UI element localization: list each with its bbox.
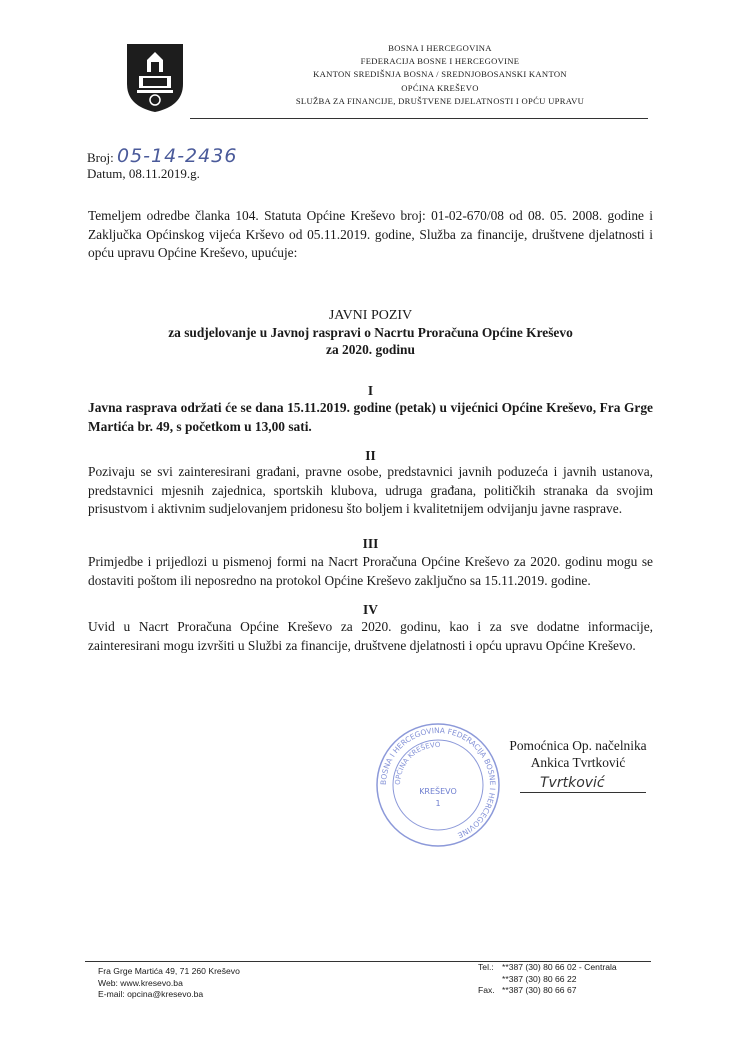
stamp-inner-text: OPĆINA KREŠEVO <box>393 740 441 786</box>
handwritten-signature: Tvrtković <box>540 775 605 791</box>
tel-central: **387 (30) 80 66 02 - Centrala <box>502 962 617 972</box>
letterhead <box>230 42 650 108</box>
footer-address: Fra Grge Martića 49, 71 260 Kreševo <box>98 966 240 976</box>
footer-contact-left <box>98 966 240 1001</box>
stamp-center-text: KREŠEVO <box>419 787 457 796</box>
header-department: SLUŽBA ZA FINANCIJE, DRUŠTVENE DJELATNOSTI I OPĆU UPRAVU <box>295 95 585 106</box>
signatory-role: Pomoćnica Op. načelnika <box>509 738 647 753</box>
official-stamp <box>375 722 501 848</box>
municipality-crest-logo <box>125 42 185 114</box>
section-i-text: Javna rasprava održati će se dana 15.11.2019. godine (petak) u vijećnici Općine Kreševo, Fra Grge Martića br. 49, s početkom u 13,00 sati. <box>88 400 653 434</box>
signatory-name: Ankica Tvrtković <box>530 755 626 770</box>
broj-handwritten-value: 05-14-2436 <box>116 145 238 167</box>
fax-number: **387 (30) 80 66 67 <box>502 985 577 995</box>
tel-second: **387 (30) 80 66 22 <box>502 973 577 984</box>
footer-email[interactable]: E-mail: opcina@kresevo.ba <box>98 989 204 999</box>
header-country: BOSNA I HERCEGOVINA <box>388 43 492 53</box>
reference-block <box>87 145 238 182</box>
fax-label: Fax. <box>478 985 495 995</box>
title-year: za 2020. godinu <box>326 342 415 357</box>
title-subtitle: za sudjelovanje u Javnoj raspravi o Nacrtu Proračuna Općine Kreševo <box>168 325 573 340</box>
section-ii-text: Pozivaju se svi zainteresirani građani, pravne osobe, predstavnici javnih poduzeća i javnih ustanova, predstavnici mjesnih zajednica, sportskih klubova, udruga građana, političkih stranaka da svojim prisustvom i aktivnim sudjelovanjem pridonesu što boljem i kvalitetnijem odvijanju javne rasprave. <box>88 464 653 516</box>
signature-line <box>520 792 646 793</box>
footer-contact-right <box>478 962 617 997</box>
section-iv-numeral: IV <box>363 602 378 617</box>
document-title <box>88 307 653 358</box>
broj-label: Broj: <box>87 150 114 165</box>
section-i-numeral: I <box>367 383 374 398</box>
footer-web[interactable]: Web: www.kresevo.ba <box>98 977 183 988</box>
section-iii-numeral: III <box>362 536 379 551</box>
section-iv-text: Uvid u Nacrt Proračuna Općine Kreševo za 2020. godinu, kao i za sve dodatne informacije, zainteresirani mogu izvršiti u Službi za financije, društvene djelatnosti i opću upravu Općine Kreševo. <box>88 619 653 653</box>
datum: Datum, 08.11.2019.g. <box>87 166 200 181</box>
section-iii-text: Primjedbe i prijedlozi u pismenoj formi na Nacrt Proračuna Općine Kreševo za 2020. godinu mogu se dostaviti poštom ili neposredno na protokol Općine Kreševo zaključno sa 15.11.2019. godine. <box>88 554 653 588</box>
intro-paragraph: Temeljem odredbe članka 104. Statuta Općine Kreševo broj: 01-02-670/08 od 08. 05. 2008. godine i Zaključka Općinskog vijeća Krševo od 05.11.2019. godine, Služba za financije, društvene djelatnosti i opću upravu Općine Kreševo, upućuje: <box>88 208 653 260</box>
section-ii-numeral: II <box>365 448 376 463</box>
header-canton: KANTON SREDIŠNJA BOSNA / SREDNJOBOSANSKI KANTON <box>313 69 567 80</box>
signature-block <box>498 737 658 771</box>
stamp-number: 1 <box>435 799 441 808</box>
title-main: JAVNI POZIV <box>328 308 413 323</box>
header-federation: FEDERACIJA BOSNE I HERCEGOVINE <box>360 56 520 67</box>
header-divider <box>190 118 648 119</box>
header-municipality: OPĆINA KREŠEVO <box>401 82 479 93</box>
tel-label: Tel.: <box>478 962 494 972</box>
stamp-outer-text: BOSNA I HERCEGOVINA FEDERACIJA BOSNE I HERCEGOVINE <box>378 725 498 840</box>
